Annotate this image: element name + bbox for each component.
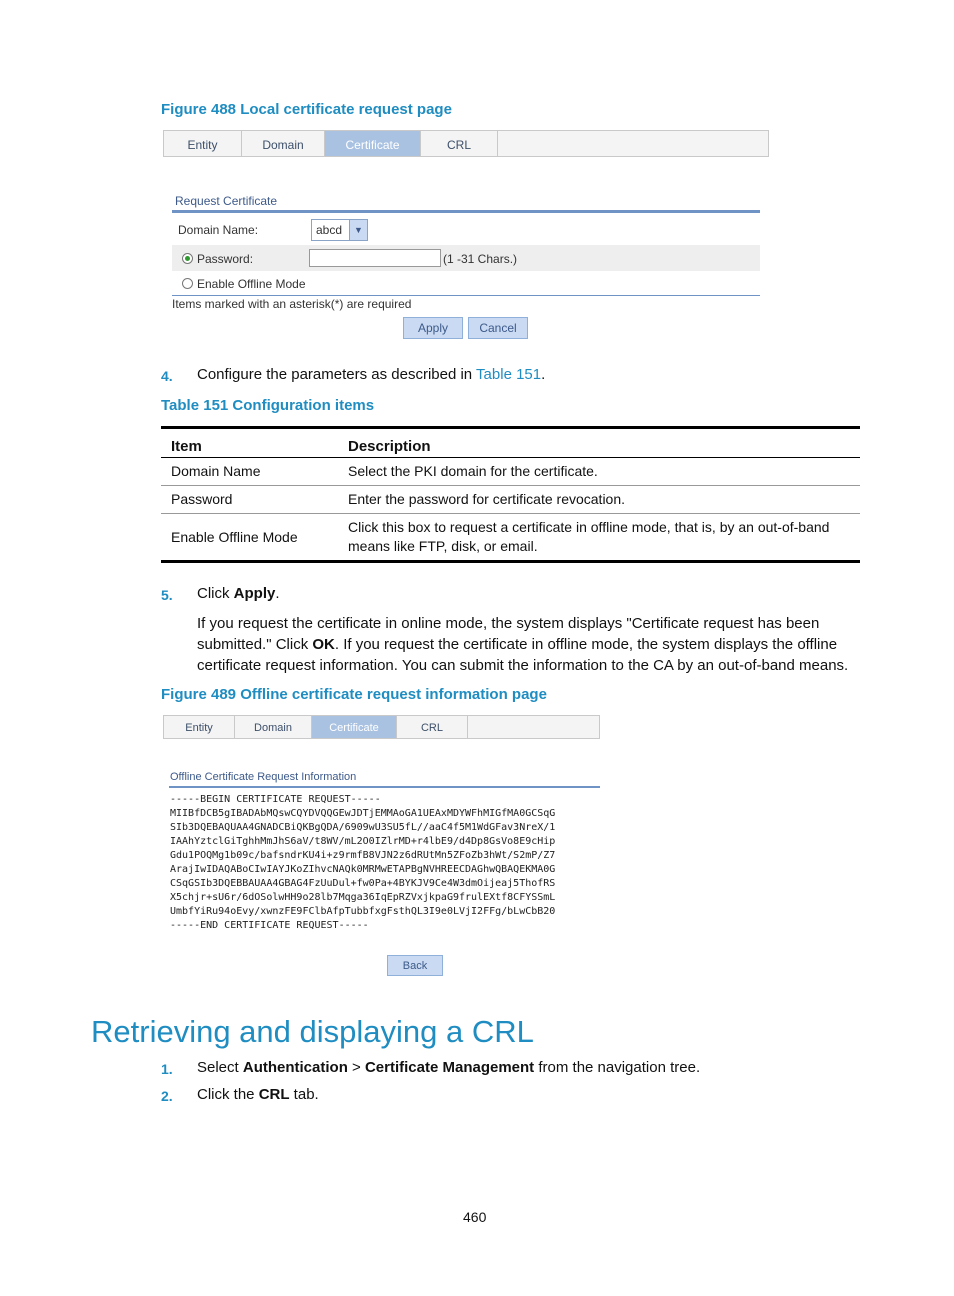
step-2-crl: CRL bbox=[258, 1086, 290, 1103]
step-2-a: Click the bbox=[197, 1086, 259, 1103]
table-cell-item: Domain Name bbox=[161, 458, 338, 486]
tab-entity[interactable]: Entity bbox=[164, 716, 235, 738]
step-1-authentication: Authentication bbox=[242, 1059, 348, 1076]
table-151-link[interactable]: Table 151 bbox=[476, 366, 542, 383]
tab-certificate[interactable]: Certificate bbox=[325, 131, 421, 156]
radio-selected-icon[interactable] bbox=[182, 253, 193, 264]
form-bottom-divider bbox=[172, 295, 760, 296]
tab-domain[interactable]: Domain bbox=[235, 716, 312, 738]
step-5-text bbox=[197, 585, 280, 602]
step-4-number: 4. bbox=[161, 368, 173, 384]
table-header-description: Description bbox=[338, 428, 860, 458]
step-4-text-after: . bbox=[541, 366, 546, 383]
offline-info-divider bbox=[169, 786, 600, 788]
figure-488-caption: Figure 488 Local certificate request page bbox=[161, 101, 452, 118]
step-1-number: 1. bbox=[161, 1061, 173, 1077]
table-row bbox=[161, 514, 860, 562]
cert-line: IAAhYztclGiTghhMmJhS6aV/t8WV/mL2O0IZlrMD+r4lbE9/d4Dp8GsVo8E9cHip bbox=[170, 836, 556, 847]
step-1-a: Select bbox=[197, 1059, 243, 1076]
step-2-c: tab. bbox=[289, 1086, 319, 1103]
offline-mode-label: Enable Offline Mode bbox=[197, 277, 306, 291]
tab-entity[interactable]: Entity bbox=[164, 131, 242, 156]
domain-select[interactable] bbox=[311, 219, 368, 241]
cert-line: MIIBfDCB5gIBADAbMQswCQYDVQQGEwJDTjEMMAoGA1UEAxMDYWFhMIGfMA0GCSqG bbox=[170, 808, 556, 819]
chevron-down-icon[interactable]: ▼ bbox=[349, 220, 367, 240]
step-2-number: 2. bbox=[161, 1088, 173, 1104]
paragraph-line-3: certificate request information. You can submit the information to the CA by an out-of-band means. bbox=[197, 657, 849, 674]
configuration-items-table bbox=[161, 426, 860, 563]
cancel-button[interactable]: Cancel bbox=[468, 317, 528, 339]
required-note: Items marked with an asterisk(*) are required bbox=[172, 297, 412, 311]
figure-489-caption: Figure 489 Offline certificate request information page bbox=[161, 686, 547, 703]
table-header-item: Item bbox=[161, 428, 338, 458]
step-1-text bbox=[197, 1059, 700, 1076]
table-cell-description: Enter the password for certificate revocation. bbox=[338, 486, 860, 514]
tab-domain[interactable]: Domain bbox=[242, 131, 325, 156]
cert-line: -----BEGIN CERTIFICATE REQUEST----- bbox=[170, 794, 381, 805]
cert-line: SIb3DQEBAQUAA4GNADCBiQKBgQDA/6909wU3SU5fL//aaC4f5M1WdGFav3NreX/1 bbox=[170, 822, 556, 833]
password-input[interactable] bbox=[309, 249, 441, 267]
password-option[interactable] bbox=[182, 252, 253, 266]
table-row bbox=[161, 458, 860, 486]
fig488-tab-bar bbox=[163, 130, 769, 157]
step-5-number: 5. bbox=[161, 587, 173, 603]
paragraph-line-1: If you request the certificate in online mode, the system displays "Certificate request has been bbox=[197, 615, 820, 632]
section-divider bbox=[172, 210, 760, 213]
table-151-caption: Table 151 Configuration items bbox=[161, 397, 375, 414]
step-1-separator: > bbox=[347, 1059, 365, 1076]
request-certificate-title: Request Certificate bbox=[175, 194, 278, 208]
apply-button[interactable]: Apply bbox=[403, 317, 463, 339]
fig489-tab-bar bbox=[163, 715, 600, 739]
page-number: 460 bbox=[463, 1209, 487, 1225]
offline-info-title: Offline Certificate Request Information bbox=[170, 771, 357, 783]
section-heading: Retrieving and displaying a CRL bbox=[91, 1014, 534, 1049]
table-cell-item: Enable Offline Mode bbox=[161, 514, 338, 562]
step-5-text-before: Click bbox=[197, 585, 234, 602]
offline-mode-option[interactable] bbox=[182, 277, 306, 291]
paragraph-line-2 bbox=[197, 634, 877, 655]
table-header-row bbox=[161, 428, 860, 458]
paragraph-line-2-c: . If you request the certificate in offline mode, the system displays the offline bbox=[334, 636, 838, 653]
cert-line: ArajIwIDAQABoCIwIAYJKoZIhvcNAQk0MRMwETAPBgNVHREECDAGhwQBAQEKMA0G bbox=[170, 864, 556, 875]
step-1-certificate-management: Certificate Management bbox=[364, 1059, 535, 1076]
step-5-text-after: . bbox=[275, 585, 280, 602]
step-4-text-before: Configure the parameters as described in bbox=[197, 366, 477, 383]
back-button[interactable]: Back bbox=[387, 955, 443, 976]
cert-line: X5chjr+sU6r/6dOSolwHH9o28lb7Mqga36IqEpRZVxjkpaG9frulEXtf8CFYSSmL bbox=[170, 892, 556, 903]
radio-unselected-icon[interactable] bbox=[182, 278, 193, 289]
step-2-text bbox=[197, 1086, 319, 1103]
step-1-e: from the navigation tree. bbox=[534, 1059, 701, 1076]
cert-line: CSqGSIb3DQEBBAUAA4GBAG4FzUuDul+fw0Pa+4BYKJV9Ce4W3dmOijeaj5ThofRS bbox=[170, 878, 556, 889]
paragraph-line-2-a: submitted." Click bbox=[197, 636, 313, 653]
tab-crl[interactable]: CRL bbox=[397, 716, 468, 738]
table-cell-item: Password bbox=[161, 486, 338, 514]
table-cell-description: Click this box to request a certificate in offline mode, that is, by an out-of-band means like FTP, disk, or email. bbox=[338, 514, 860, 562]
domain-select-value: abcd bbox=[316, 223, 343, 237]
step-5-paragraph bbox=[197, 613, 877, 676]
password-label: Password: bbox=[197, 252, 254, 266]
paragraph-ok-bold: OK bbox=[312, 636, 335, 653]
table-row bbox=[161, 486, 860, 514]
tab-certificate[interactable]: Certificate bbox=[312, 716, 397, 738]
cert-line: UmbfYiRu94oEvy/xwnzFE9FClbAfpTubbfxgFsthQL3I9e0LVjI2FFg/bLwCbB20 bbox=[170, 906, 556, 917]
password-hint: (1 -31 Chars.) bbox=[443, 252, 518, 266]
step-4-text bbox=[197, 366, 545, 383]
domain-name-label: Domain Name: bbox=[178, 223, 259, 237]
certificate-request-text bbox=[170, 793, 555, 933]
cert-line: -----END CERTIFICATE REQUEST----- bbox=[170, 920, 369, 931]
cert-line: Gdu1POQMg1b09c/bafsndrKU4i+z9rmfB8VJN2z6dRUtMn5ZFoZb3hWt/S2mP/Z7 bbox=[170, 850, 556, 861]
table-cell-description: Select the PKI domain for the certificate. bbox=[338, 458, 860, 486]
step-5-apply-bold: Apply bbox=[233, 585, 276, 602]
tab-crl[interactable]: CRL bbox=[421, 131, 498, 156]
